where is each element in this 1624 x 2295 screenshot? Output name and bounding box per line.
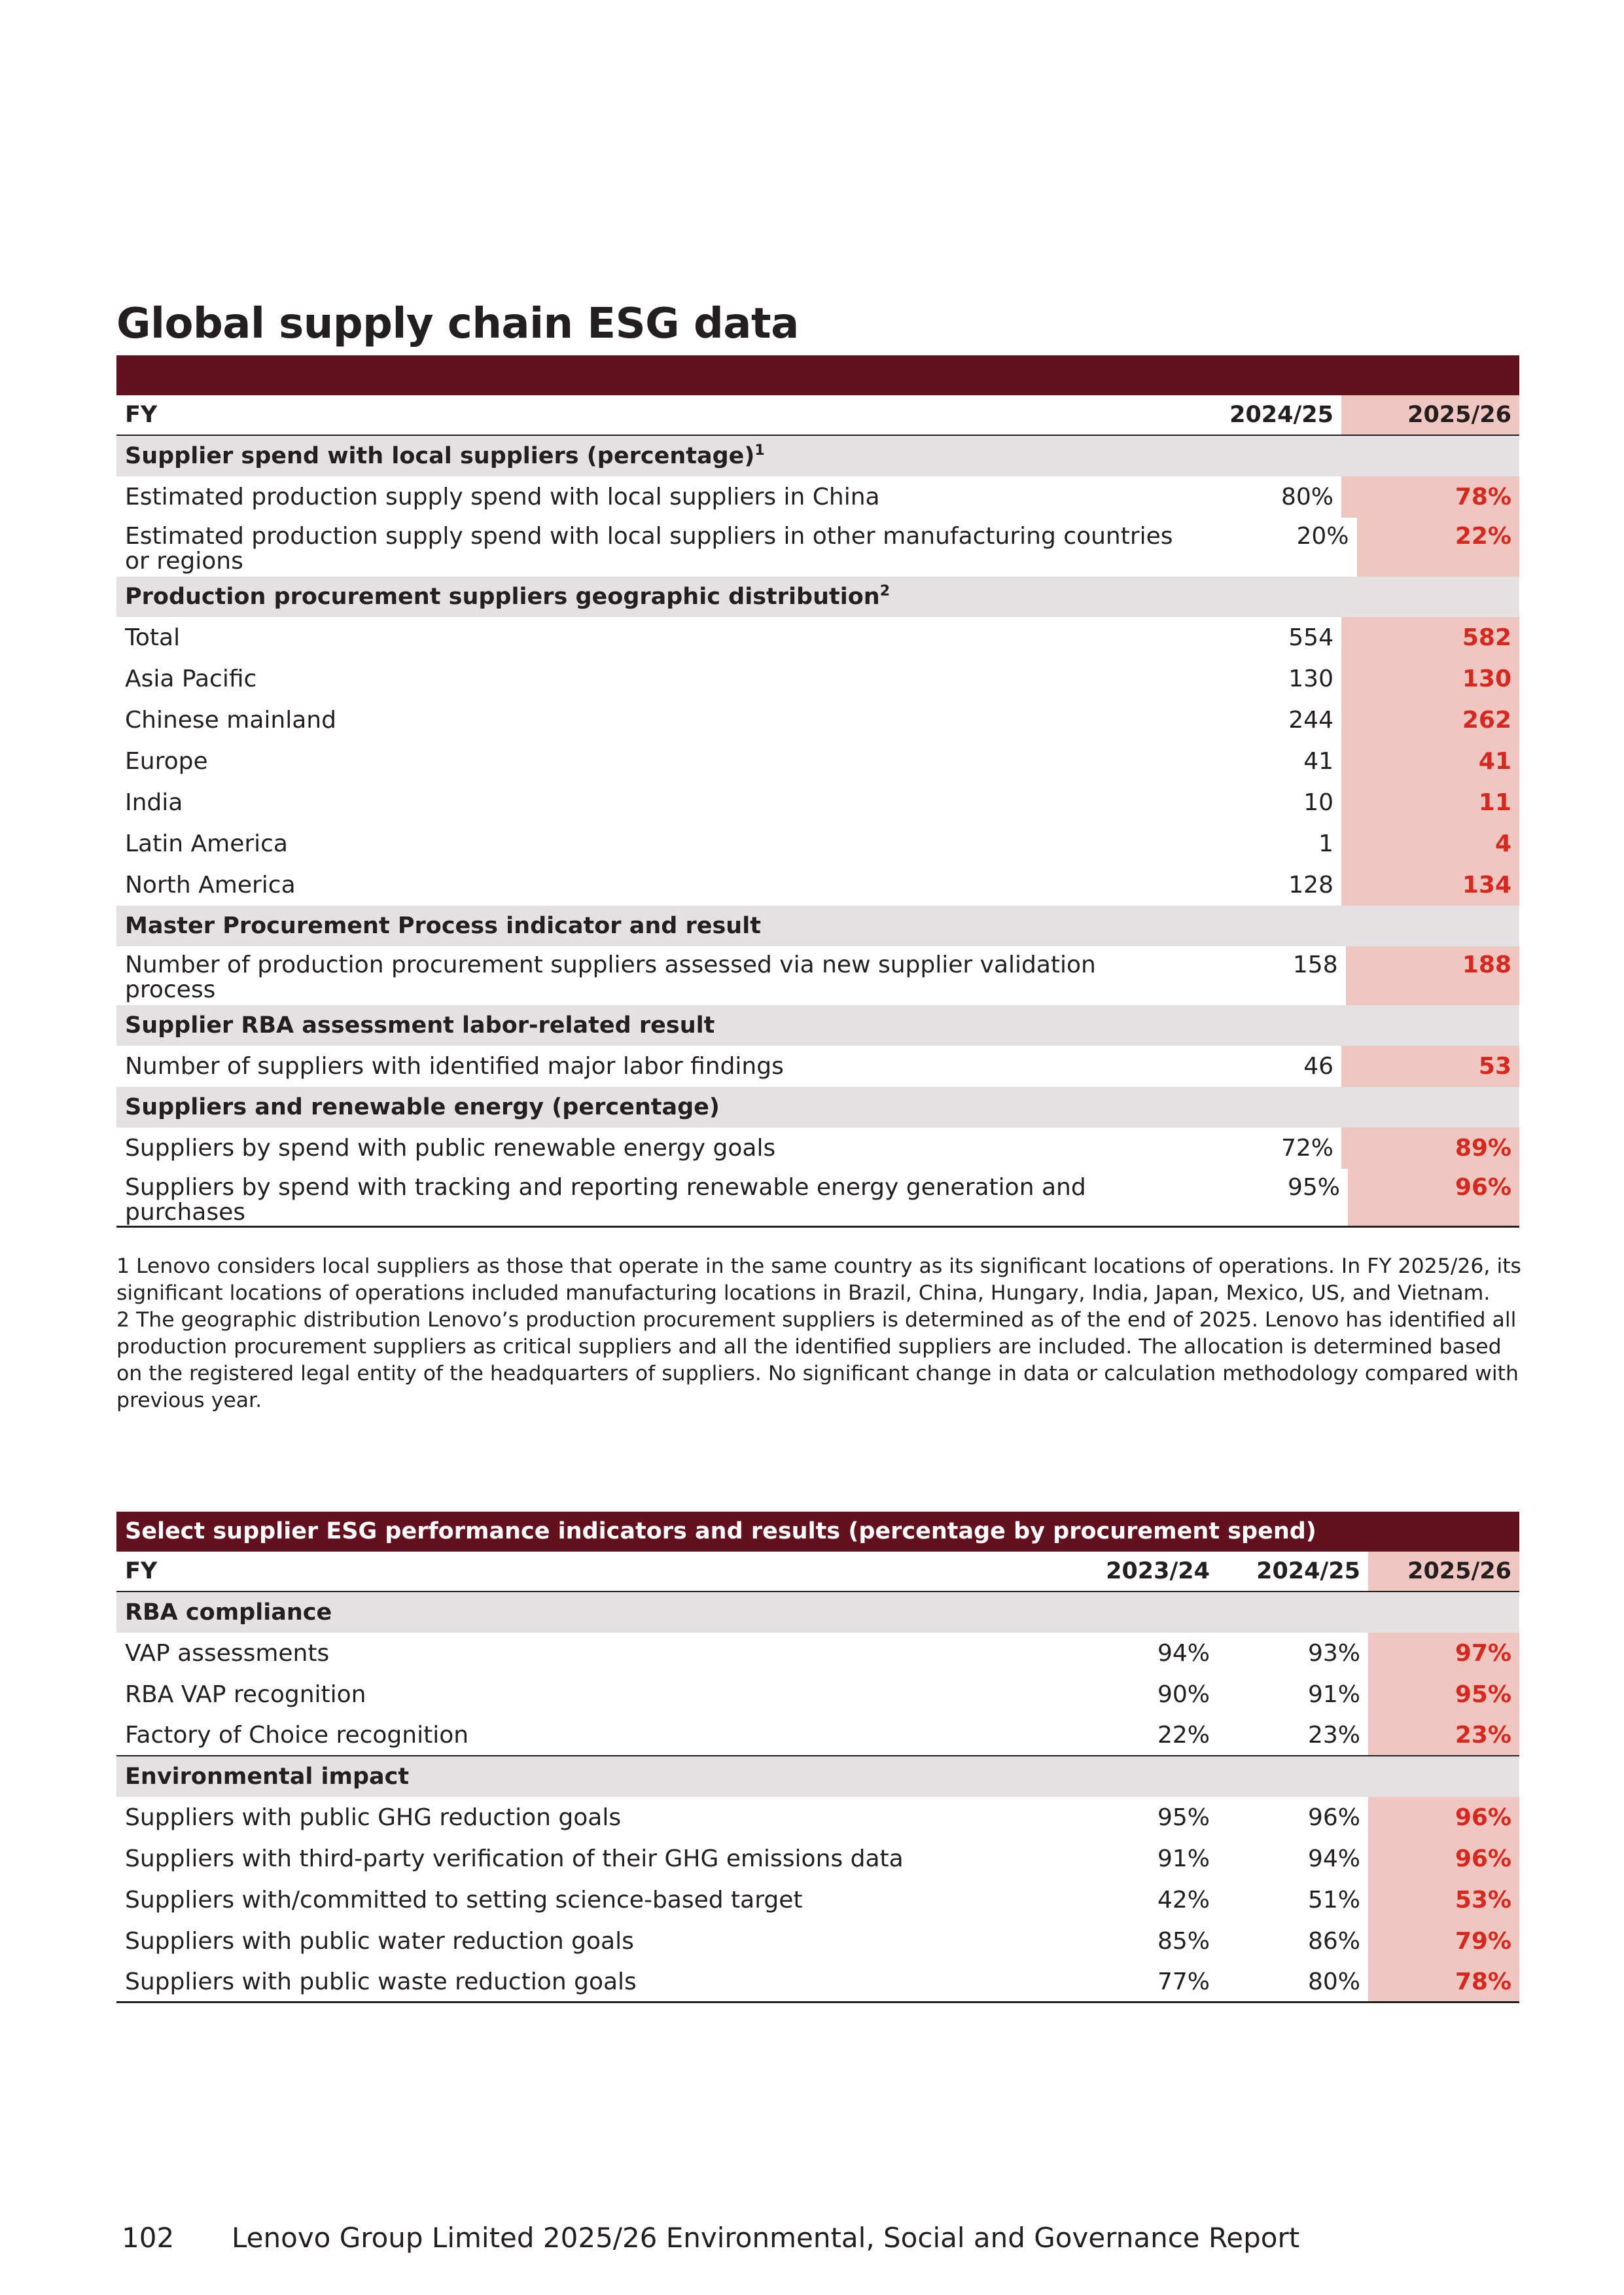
table-row [116, 1715, 1519, 1756]
row-label: Suppliers with third-party verification of their GHG emissions data [125, 1845, 904, 1872]
value-2023-24: 95% [1157, 1804, 1210, 1831]
table-row [116, 1674, 1519, 1715]
value-2024-25: 46 [1303, 1053, 1333, 1080]
row-label: Suppliers by spend with tracking and reporting renewable energy generation and purchases [125, 1174, 1086, 1226]
value-2023-24: 22% [1157, 1722, 1210, 1749]
value-2024-25: 96% [1307, 1804, 1360, 1831]
page-footer [122, 2222, 1299, 2254]
section-title: Production procurement suppliers geographic distribution [125, 584, 880, 610]
value-2025-26: 11 [1341, 782, 1519, 823]
table-row [116, 1046, 1519, 1087]
col-2025-26-header: 2025/26 [1368, 1552, 1519, 1591]
value-2025-26: 89% [1341, 1128, 1519, 1169]
section-title: RBA compliance [125, 1599, 332, 1626]
table-row [116, 1921, 1519, 1962]
fy-header: FY [125, 1558, 158, 1584]
value-2024-25: 86% [1307, 1928, 1360, 1955]
value-2025-26: 79% [1368, 1921, 1519, 1962]
value-2024-25: 244 [1288, 707, 1333, 734]
value-2024-25: 23% [1307, 1722, 1360, 1749]
value-2024-25: 95% [1288, 1174, 1341, 1201]
table-row [116, 617, 1519, 658]
table-row [116, 946, 1519, 1005]
table-row [116, 1128, 1519, 1169]
table-header-row [116, 1552, 1519, 1592]
value-2025-26: 23% [1368, 1715, 1519, 1755]
value-2025-26: 582 [1341, 617, 1519, 658]
value-2024-25: 1 [1318, 830, 1333, 857]
value-2024-25: 20% [1296, 523, 1349, 550]
row-label: Asia Pacific [125, 666, 257, 692]
table-row [116, 741, 1519, 782]
value-2025-26: 188 [1346, 946, 1519, 1005]
table-row [116, 1169, 1519, 1228]
table-row [116, 1838, 1519, 1879]
section-header [116, 1087, 1519, 1128]
section-header [116, 1592, 1519, 1633]
col-2023-24-header: 2023/24 [1106, 1558, 1210, 1584]
row-label: Suppliers with public water reduction goals [125, 1928, 634, 1955]
table-header-band [116, 355, 1519, 395]
value-2025-26: 78% [1368, 1962, 1519, 2001]
row-label: Suppliers by spend with public renewable energy goals [125, 1135, 776, 1162]
value-2024-25: 93% [1307, 1640, 1360, 1667]
value-2023-24: 85% [1157, 1928, 1210, 1955]
col-2024-25-header: 2024/25 [1256, 1558, 1360, 1584]
table-row [116, 518, 1519, 577]
value-2025-26: 262 [1341, 700, 1519, 741]
section-title: Master Procurement Process indicator and result [125, 913, 761, 939]
row-label: Number of suppliers with identified major labor findings [125, 1053, 784, 1080]
section-header: Supplier spend with local suppliers (percentage) $^1$ [116, 436, 1519, 476]
col-2024-25-header: 2024/25 [1229, 402, 1333, 428]
section-header: Production procurement suppliers geographic distribution $^2$ [116, 577, 1519, 617]
value-2025-26: 53% [1368, 1879, 1519, 1921]
value-2025-26: 96% [1368, 1797, 1519, 1838]
page-number: 102 [122, 2222, 175, 2254]
value-2025-26: 95% [1368, 1674, 1519, 1715]
fy-header: FY [125, 402, 158, 428]
table-row [116, 1962, 1519, 2003]
table-row [116, 1633, 1519, 1674]
value-2025-26: 4 [1341, 823, 1519, 864]
value-2024-25: 51% [1307, 1887, 1360, 1913]
row-label: Suppliers with public GHG reduction goals [125, 1804, 622, 1831]
row-label: Latin America [125, 830, 288, 857]
value-2023-24: 42% [1157, 1887, 1210, 1913]
value-2023-24: 91% [1157, 1845, 1210, 1872]
row-label: Suppliers with public waste reduction goals [125, 1968, 637, 1995]
section-title: Suppliers and renewable energy (percentage) [125, 1094, 720, 1120]
row-label: Chinese mainland [125, 707, 336, 734]
table-row [116, 476, 1519, 518]
table-row [116, 1879, 1519, 1921]
value-2024-25: 72% [1280, 1135, 1333, 1162]
value-2024-25: 91% [1307, 1681, 1360, 1708]
row-label: Europe [125, 748, 208, 775]
col-2025-26-header: 2025/26 [1341, 395, 1519, 435]
value-2024-25: 94% [1307, 1845, 1360, 1872]
value-2024-25: 554 [1288, 624, 1333, 651]
table-row [116, 782, 1519, 823]
value-2025-26: 78% [1341, 476, 1519, 518]
value-2024-25: 158 [1292, 952, 1338, 978]
page-title: Global supply chain ESG data [116, 300, 799, 348]
row-label: Estimated production supply spend with local suppliers in other manufacturing countries or regions [125, 523, 1173, 575]
section-header [116, 1005, 1519, 1046]
row-label: Factory of Choice recognition [125, 1722, 469, 1749]
value-2024-25: 80% [1307, 1968, 1360, 1995]
value-2023-24: 94% [1157, 1640, 1210, 1667]
value-2024-25: 128 [1288, 872, 1333, 898]
row-label: Suppliers with/committed to setting science-based target [125, 1887, 803, 1913]
value-2024-25: 130 [1288, 666, 1333, 692]
value-2025-26: 97% [1368, 1633, 1519, 1674]
row-label: North America [125, 872, 296, 898]
section-title: Supplier spend with local suppliers (percentage) [125, 443, 755, 469]
supply-chain-esg-table [116, 355, 1519, 1228]
row-label: Total [125, 624, 181, 651]
value-2025-26: 96% [1348, 1169, 1519, 1226]
table-header-row [116, 395, 1519, 436]
row-label: Number of production procurement suppliers assessed via new supplier validation process [125, 952, 1096, 1003]
footnote-1: 1 Lenovo considers local suppliers as those that operate in the same country as its significant locations of operations. In FY 2025/26, its significant locations of operations included manufacturing locations in Brazil, China, Hungary, India, Japan, Mexico, US, and Vietnam. [116, 1254, 1521, 1305]
row-label: VAP assessments [125, 1640, 330, 1667]
supplier-esg-performance-table [116, 1512, 1519, 2003]
value-2025-26: 22% [1357, 518, 1519, 577]
table-row [116, 864, 1519, 906]
table-row [116, 700, 1519, 741]
table-row [116, 1797, 1519, 1838]
value-2025-26: 53 [1341, 1046, 1519, 1087]
footnote-2: 2 The geographic distribution Lenovo’s production procurement suppliers is determined as of the end of 2025. Lenovo has identified all production procurement suppliers as critical suppliers and all the identified suppliers are included. The allocation is determined based on the registered legal entity of the headquarters of suppliers. No significant change in data or calculation methodology compared with previous year. [116, 1308, 1519, 1412]
section-header [116, 1756, 1519, 1797]
table-row [116, 823, 1519, 864]
row-label: RBA VAP recognition [125, 1681, 366, 1708]
value-2025-26: 130 [1341, 658, 1519, 700]
table-row [116, 658, 1519, 700]
value-2025-26: 41 [1341, 741, 1519, 782]
row-label: Estimated production supply spend with local suppliers in China [125, 484, 880, 510]
section-title: Environmental impact [125, 1764, 410, 1790]
value-2025-26: 96% [1368, 1838, 1519, 1879]
value-2025-26: 134 [1341, 864, 1519, 906]
value-2024-25: 80% [1280, 484, 1333, 510]
value-2024-25: 41 [1303, 748, 1333, 775]
row-label: India [125, 789, 183, 816]
footer-text: Lenovo Group Limited 2025/26 Environmental, Social and Governance Report [232, 2222, 1300, 2254]
table-title: Select supplier ESG performance indicators and results (percentage by procurement spend) [116, 1512, 1519, 1552]
section-title: Supplier RBA assessment labor-related result [125, 1012, 715, 1039]
footnotes [116, 1253, 1523, 1414]
value-2024-25: 10 [1303, 789, 1333, 816]
value-2023-24: 77% [1157, 1968, 1210, 1995]
section-header [116, 906, 1519, 946]
value-2023-24: 90% [1157, 1681, 1210, 1708]
